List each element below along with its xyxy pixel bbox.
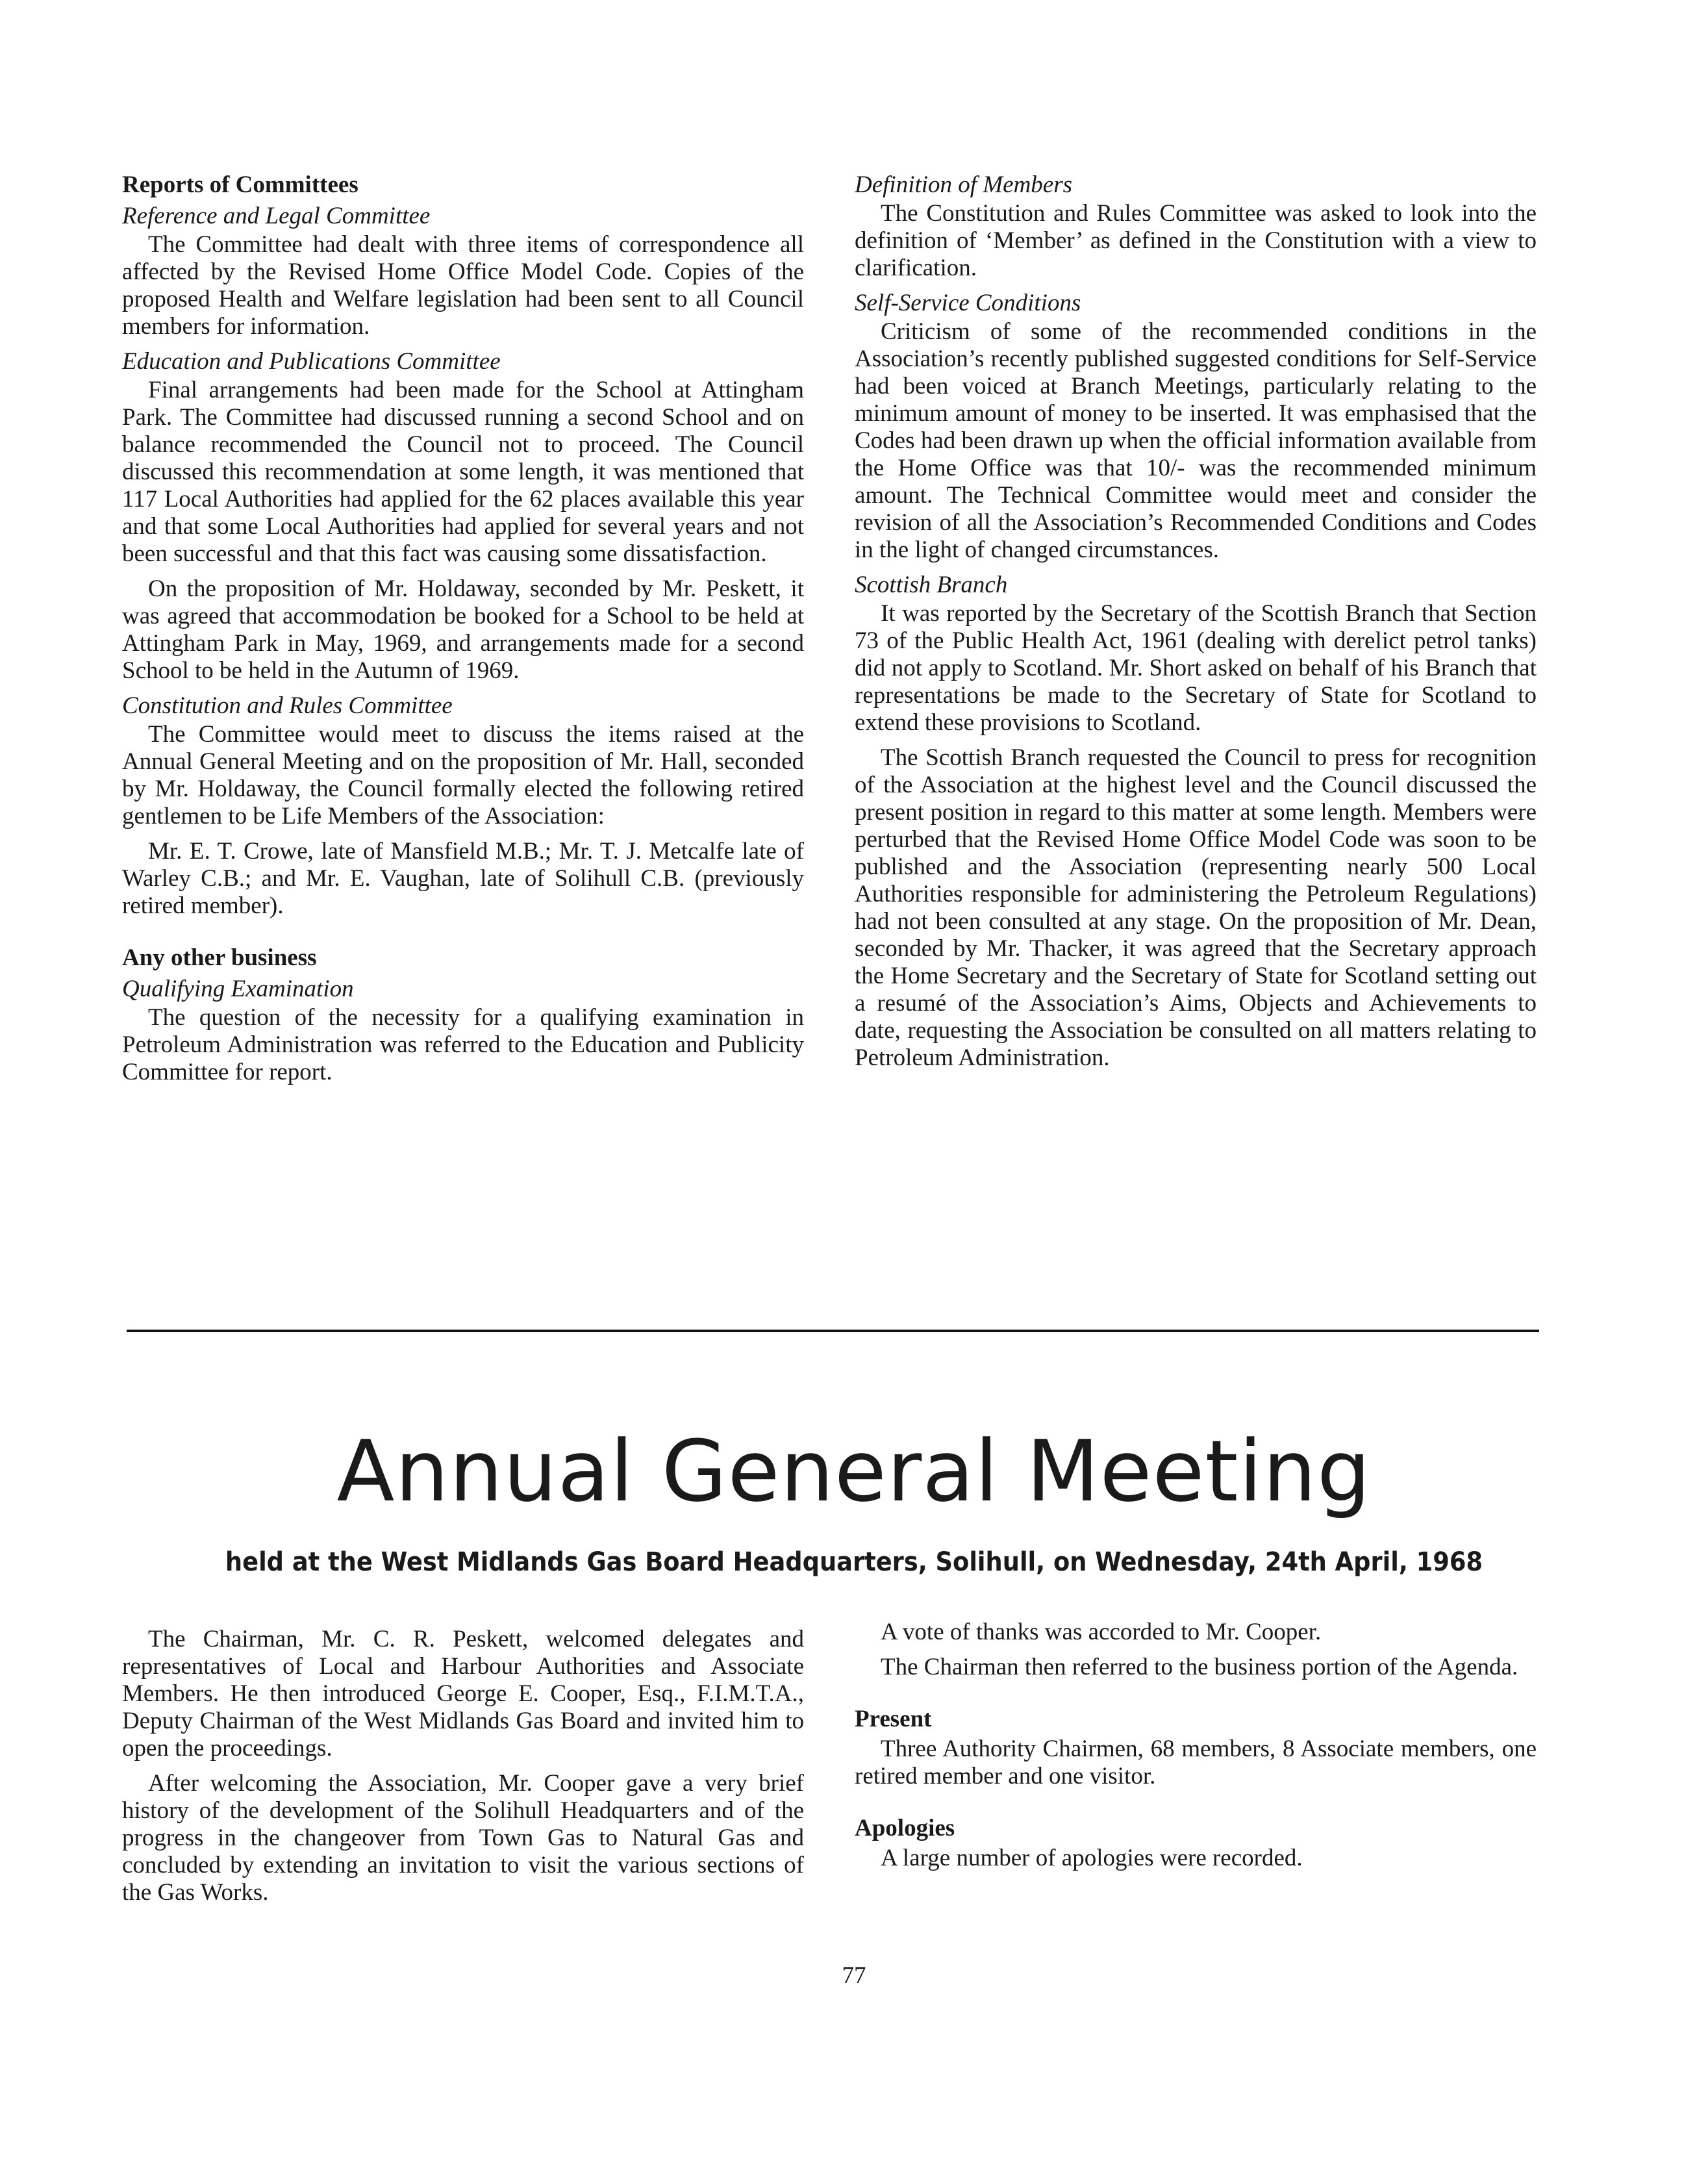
top-left-column [122,171,804,1094]
agm-subtitle: held at the West Midlands Gas Board Headquarters, Solihull, on Wednesday, 24th April, 1968 [225,1547,1483,1577]
education-paragraph-2: On the proposition of Mr. Holdaway, seconded by Mr. Peskett, it was agreed that accommodation be booked for a School to be held at Attingham Park in May, 1969, and arrangements made for a second School to be held in the Autumn of 1969. [122,575,804,684]
agenda-paragraph: The Chairman then referred to the business portion of the Agenda. [881,1654,1518,1680]
section-divider [127,1330,1539,1332]
reference-legal-subheading: Reference and Legal Committee [122,203,431,229]
present-paragraph: Three Authority Chairmen, 68 members, 8 Associate members, one retired member and one visitor. [855,1736,1537,1789]
life-members-list: Mr. E. T. Crowe, late of Mansfield M.B.; Mr. T. J. Metcalfe late of Warley C.B.; and Mr. E. Vaughan, late of Solihull C.B. (previously retired member). [122,838,804,919]
agm-right-column [855,1619,1537,1880]
constitution-paragraph-1: The Committee would meet to discuss the items raised at the Annual General Meeting and on the proposition of Mr. Hall, seconded by Mr. Holdaway, the Council formally elected the following retired gentlemen to be Life Members of the Association: [122,721,804,829]
vote-of-thanks-paragraph: A vote of thanks was accorded to Mr. Cooper. [881,1619,1322,1645]
agm-left-column [122,1626,804,1914]
education-paragraph-1: Final arrangements had been made for the School at Attingham Park. The Committee had discussed running a second School and on balance recommended the Council not to proceed. The Council discussed this recommendation at some length, it was mentioned that 117 Local Authorities had applied for the 62 places available this year and that some Local Authorities had applied for several years and not been successful and that this fact was causing some dissatisfaction. [122,377,804,567]
page-number: 77 [842,1962,866,1989]
any-other-business-heading: Any other business [122,944,317,971]
apologies-paragraph: A large number of apologies were recorded. [881,1845,1303,1871]
definition-members-subheading: Definition of Members [855,171,1073,198]
agm-cooper-paragraph: After welcoming the Association, Mr. Cooper gave a very brief history of the development of the Solihull Headquarters and of the progress in the changeover from Town Gas to Natural Gas and concluded by extending an invitation to visit the various sections of the Gas Works. [122,1770,804,1906]
top-right-column [855,168,1537,1080]
scottish-branch-paragraph-2: The Scottish Branch requested the Council to press for recognition of the Association at the highest level and the Council discussed the present position in regard to this matter at some length. Members were perturbed that the Revised Home Office Model Code was soon to be published and the Association (representing nearly 500 Local Authorities responsible for administering the Petroleum Regulations) had not been consulted at any stage. On the proposition of Mr. Dean, seconded by Mr. Thacker, it was agreed that the Secretary approach the Home Secretary and the Secretary of State for Scotland setting out a resumé of the Association’s Aims, Objects and Achievements to date, requesting the Association be consulted on all matters relating to Petroleum Administration. [855,744,1537,1071]
agm-welcome-paragraph: The Chairman, Mr. C. R. Peskett, welcomed delegates and representatives of Local and Harbour Authorities and Associate Members. He then introduced George E. Cooper, Esq., F.I.M.T.A., Deputy Chairman of the West Midlands Gas Board and invited him to open the proceedings. [122,1626,804,1762]
qualifying-examination-paragraph: The question of the necessity for a qualifying examination in Petroleum Administration was referred to the Education and Publicity Committee for report. [122,1004,804,1085]
agm-title: Annual General Meeting [336,1422,1372,1521]
constitution-rules-subheading: Constitution and Rules Committee [122,692,453,719]
reports-of-committees-heading: Reports of Committees [122,171,358,198]
definition-members-paragraph: The Constitution and Rules Committee was asked to look into the definition of ‘Member’ as defined in the Constitution with a view to clarification. [855,200,1537,281]
education-publications-subheading: Education and Publications Committee [122,348,501,375]
reference-legal-paragraph: The Committee had dealt with three items of correspondence all affected by the Revised Home Office Model Code. Copies of the proposed Health and Welfare legislation had been sent to all Council members for information. [122,231,804,340]
self-service-subheading: Self-Service Conditions [855,290,1081,316]
scottish-branch-subheading: Scottish Branch [855,572,1008,598]
apologies-heading: Apologies [855,1815,955,1841]
scottish-branch-paragraph-1: It was reported by the Secretary of the Scottish Branch that Section 73 of the Public Health Act, 1961 (dealing with derelict petrol tanks) did not apply to Scotland. Mr. Short asked on behalf of his Branch that representations be made to the Secretary of State for Scotland to extend these provisions to Scotland. [855,600,1537,736]
self-service-paragraph: Criticism of some of the recommended conditions in the Association’s recently published suggested conditions for Self-Service had been voiced at Branch Meetings, particularly relating to the minimum amount of money to be inserted. It was emphasised that the Codes had been drawn up when the official information available from the Home Office was that 10/- was the recommended minimum amount. The Technical Committee would meet and consider the revision of all the Association’s Recommended Conditions and Codes in the light of changed circumstances. [855,318,1537,563]
qualifying-examination-subheading: Qualifying Examination [122,976,354,1002]
present-heading: Present [855,1706,932,1732]
